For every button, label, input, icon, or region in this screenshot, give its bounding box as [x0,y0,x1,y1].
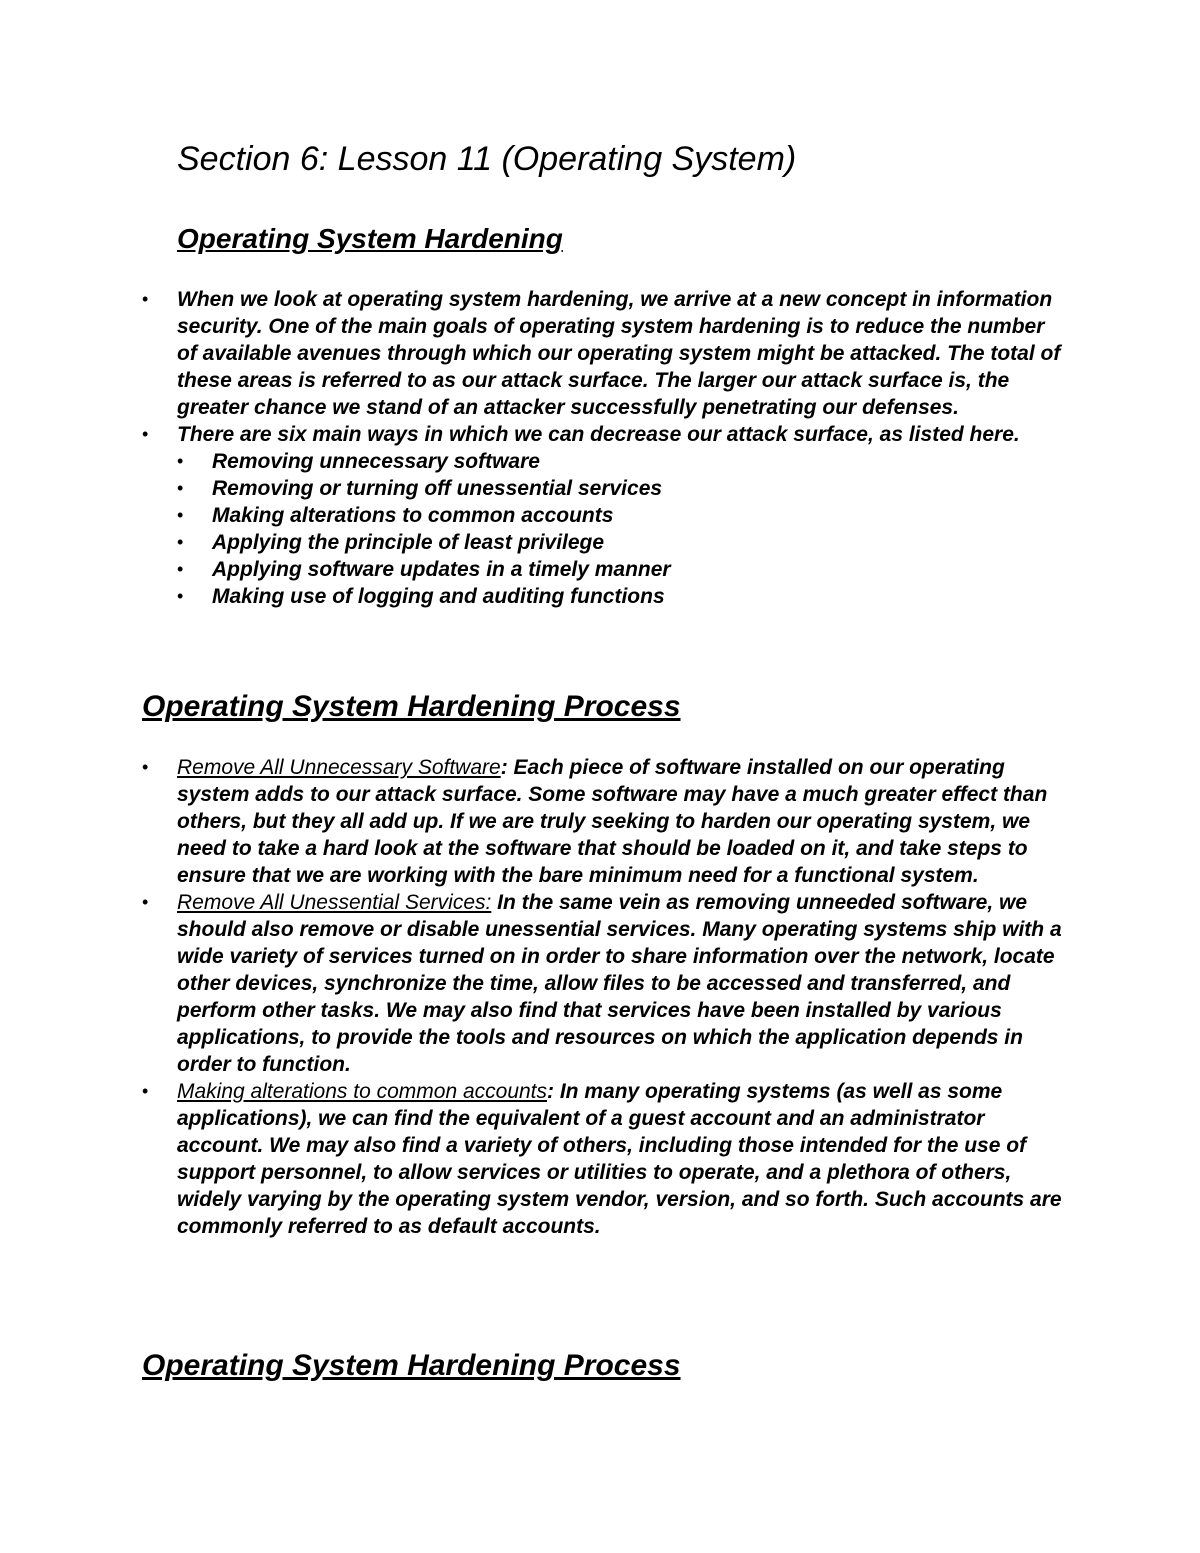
sub-list-container [142,448,1067,610]
bullet-marker: • [142,289,149,309]
bullet-marker: • [142,424,149,444]
sub-list-item [142,448,1067,475]
list-item [142,889,1067,1078]
bullet-marker: • [177,559,184,579]
sub-list-item [142,556,1067,583]
list-item [142,421,1067,448]
process-heading-repeat: Operating System Hardening Process [142,1349,681,1382]
sub-bullet-text: Applying the principle of least privilege [212,531,605,554]
bullet-term: Remove All Unnecessary Software [177,756,501,779]
bullet-term: Remove All Unessential Services: [177,891,492,914]
bullet-text: In the same vein as removing unneeded software, we should also remove or disable unessential services. Many operating systems ship with a wide variety of services turned on in order to share information over the network, locate other devices, synchronize the time, allow files to be accessed and transferred, and perform other tasks. We may also find that services have been installed by various applications, to provide the tools and resources on which the application depends in order to function. [177,891,1062,1076]
intro-bullet-list [142,286,1067,610]
sub-bullet-list [142,448,1067,610]
bullet-marker: • [177,478,184,498]
sub-bullet-text: Making alterations to common accounts [212,504,614,527]
bullet-marker: • [142,757,149,777]
list-item [142,286,1067,421]
bullet-text: When we look at operating system hardening, we arrive at a new concept in information security. One of the main goals of operating system hardening is to reduce the number of available avenues through which our operating system might be attacked. The total of these areas is referred to as our attack surface. The larger our attack surface is, the greater chance we stand of an attacker successfully penetrating our defenses. [177,288,1061,419]
process-bullet-list [142,754,1067,1240]
bullet-marker: • [177,451,184,471]
page-title: Section 6: Lesson 11 (Operating System) [177,140,797,178]
bullet-marker: • [177,505,184,525]
sub-bullet-text: Applying software updates in a timely manner [212,558,671,581]
sub-list-item [142,475,1067,502]
list-item [142,1078,1067,1240]
bullet-marker: • [142,892,149,912]
sub-list-item [142,583,1067,610]
sub-bullet-text: Removing or turning off unessential services [212,477,663,500]
section-subheading: Operating System Hardening [177,223,563,254]
bullet-marker: • [177,586,184,606]
bullet-text: There are six main ways in which we can decrease our attack surface, as listed here. [177,423,1020,446]
bullet-text: In many operating systems (as well as some applications), we can find the equivalent of a guest account and an administrator account. We may also find a variety of others, including those intended for the use of support personnel, to allow services or utilities to operate, and a plethora of others, widely varying by the operating system vendor, version, and so forth. Such accounts are commonly referred to as default accounts. [177,1080,1062,1238]
term-separator: : [500,756,508,779]
bullet-marker: • [177,532,184,552]
sub-list-item [142,502,1067,529]
bullet-text: Each piece of software installed on our operating system adds to our attack surface. Some software may have a much greater effect than others, but they all add up. If we are truly seeking to harden our operating system, we need to take a hard look at the software that should be loaded on it, and take steps to ensure that we are working with the bare minimum need for a functional system. [177,756,1048,887]
sub-bullet-text: Removing unnecessary software [212,450,540,473]
sub-bullet-text: Making use of logging and auditing functions [212,585,665,608]
list-item [142,754,1067,889]
process-heading: Operating System Hardening Process [142,690,681,723]
sub-list-item [142,529,1067,556]
bullet-term: Making alterations to common accounts [177,1080,548,1103]
bullet-marker: • [142,1081,149,1101]
term-separator: : [547,1080,555,1103]
